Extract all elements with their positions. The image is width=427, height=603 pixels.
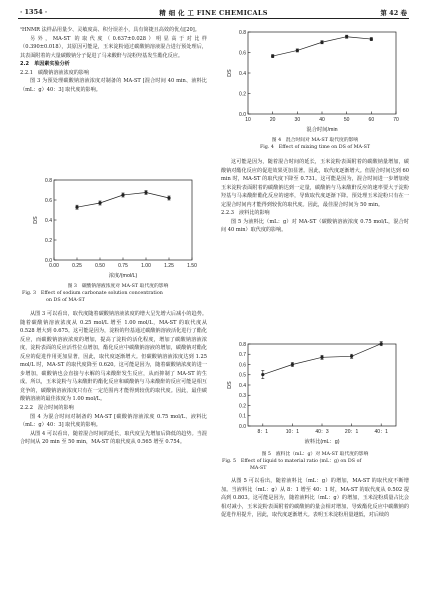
x-tick-label: 1.00: [141, 263, 151, 269]
data-point: [98, 201, 101, 204]
y-tick-label: 0.4: [239, 382, 246, 389]
y-tick-label: 0.8: [45, 177, 52, 184]
data-point: [291, 363, 294, 366]
figure-3-caption-en-2: on DS of MA-ST: [46, 298, 85, 303]
figure-5-caption-en-2: MA-ST: [250, 466, 267, 471]
data-point: [345, 35, 348, 38]
figure-5-caption-en: Fig. 5 Effect of liquid to material ratio (mL：g) on DS of: [222, 459, 362, 464]
figure-3-caption-en: Fig. 3 Effect of sodium carbonate solution concentration: [22, 291, 163, 296]
subsection-heading: 2.2.2 混合时间的影响: [20, 405, 74, 412]
paragraph: 图 4 为混合时间对制备的 MA-ST [碳酸钠溶液浓度 0.75 mol/L、液料比（mL：g）40：3] 取代度的影响。: [20, 413, 207, 429]
figure-4-chart: [224, 26, 404, 136]
right-column-bottom: [221, 477, 409, 520]
paragraph: 图 3 为预处理碳酸钠溶液浓度对制备的 MA-ST [混合时间 40 min、液料比（mL：g）40：3] 取代度的影响。: [20, 78, 207, 93]
x-tick-label: 50: [343, 117, 350, 123]
y-axis-label: DS: [227, 381, 233, 389]
paragraph: 另外，MA-ST 的取代度（0.637±0.028）明显高于对比样（0.390±0.018），其原因可能是，玉米淀粉通过碳酸钠溶液混合进行预处理后，其表面附着的大量碳酸钠分子促进了马来酸酐与淀粉羟基发生酯化反应。: [20, 35, 207, 59]
y-tick-label: 0.8: [239, 341, 246, 348]
y-tick-label: 0.0: [239, 423, 246, 430]
x-tick-label: 40：1: [374, 429, 388, 435]
y-tick-label: 0.6: [45, 197, 52, 204]
figure-4-caption-en: Fig. 4 Effect of mixing time on DS of MA-ST: [259, 145, 371, 150]
plot-frame: [248, 32, 396, 114]
volume-label: 第 42 卷: [380, 9, 407, 17]
data-point: [320, 41, 323, 44]
x-tick-label: 0.00: [49, 263, 59, 269]
x-tick-label: 10: [245, 117, 251, 123]
paragraph: 从图 4 可以看出，随着混合时间的延长，取代度呈先增加后降低的趋势。当混合时间从 20 min 至 50 min，MA-ST 的取代度从 0.565 增至 0.754。: [20, 430, 207, 446]
y-tick-label: 0.3: [239, 393, 246, 400]
data-point: [370, 37, 373, 40]
x-tick-label: 8：1: [257, 429, 269, 435]
data-point: [350, 355, 353, 358]
right-column-middle: [221, 158, 409, 235]
paragraph: 图 5 为液料比（mL：g）对 MA-ST（碳酸钠溶液浓度 0.75 mol/L，混合时间 40 min）取代度的影响。: [221, 218, 409, 234]
x-tick-label: 70: [393, 117, 399, 123]
data-point: [271, 54, 274, 57]
left-column-bottom: [20, 310, 207, 447]
paragraph: ¹HNMR 法样品用量少、灵敏度高、积分误差小，具有简捷且高效的优点[20]。: [20, 27, 200, 33]
x-tick-label: 10：1: [285, 429, 300, 435]
plot-frame: [54, 180, 192, 260]
figure-5-caption-cn: 图 5 液料比（mL：g）对 MA-ST 取代度的影响: [261, 452, 369, 457]
journal-name: 精 细 化 工 FINE CHEMICALS: [159, 9, 268, 17]
x-tick-label: 1.50: [187, 263, 197, 269]
y-tick-label: 0.6: [239, 362, 246, 369]
y-tick-label: 0.2: [45, 237, 52, 244]
data-point: [320, 356, 323, 359]
y-tick-label: 0.0: [45, 257, 52, 264]
data-point: [296, 49, 299, 52]
y-axis-label: DS: [33, 216, 39, 224]
figure-3-chart: [30, 174, 200, 282]
y-tick-label: 0.4: [45, 217, 52, 224]
x-tick-label: 40：3: [315, 429, 329, 435]
section-heading: 2.2 单因素实验分析: [20, 61, 70, 68]
data-point: [75, 206, 78, 209]
y-tick-label: 0.1: [239, 413, 246, 420]
x-axis-label: 液料比(mL：g): [304, 439, 340, 445]
data-point: [144, 191, 147, 194]
y-tick-label: 0.7: [239, 352, 246, 359]
data-point: [261, 373, 264, 376]
figure-4-caption-cn: 图 4 混合时间对 MA-ST 取代度的影响: [271, 138, 359, 143]
x-tick-label: 20：1: [344, 429, 359, 435]
y-axis-label: DS: [227, 69, 233, 77]
header-rule: [18, 18, 409, 19]
x-axis-label: 浓度/(mol/L): [108, 273, 138, 279]
data-point: [121, 193, 124, 196]
x-tick-label: 20: [269, 117, 276, 123]
paragraph: 这可能是因为，随着混合时间的延长，玉米淀粉表面附着的碳酸钠量增加，碳酸钠对酯化反应的促进效果更加显著。因此，取代度逐渐增大。但混合时间达到 60 min 时，MA-ST 的取代度下降至 0.731。这可能是因为，混合时间进一步增加使玉米淀粉表面附着的碳酸钠达到一定量，碳酸钠与马来酸酐反应的速率要大于淀粉羟基与马来酸酐酯化反应的速率，导致取代度逐渐下降。预处理玉米淀粉只有在一定混合时间内才能得到较优的取代度。因此，最佳混合时间为 50 min。: [221, 159, 409, 208]
y-tick-label: 0.2: [239, 403, 246, 410]
data-point: [380, 342, 383, 345]
y-tick-label: 0.2: [239, 91, 246, 98]
data-point: [167, 196, 170, 199]
paragraph: 从图 3 可以看出，取代度随着碳酸钠溶液浓度的增大呈先增大后减小的趋势。随着碳酸钠溶液浓度从 0.25 mol/L 增至 1.00 mol/L，MA-ST 的取代度从 0.528 增大到 0.675。这可能是因为，淀粉的羟基通过碳酸钠溶液活化进行了酯化反应，而碳酸钠溶液浓度的增加，提高了淀粉的活化程度，增加了碳酸钠溶液浓度，淀粉表面的反应活性位点增加，酯化反应中碳酸钠溶液的增加，碳酸钠对酯化反应的促进作用更加显著，因此，取代度逐渐增大。但碳酸钠溶液浓度达到 1.25 mol/L 时，MA-ST 的取代度降至 0.620。这可能是因为，随着碳酸钠浓度的进一步增加，碳酸钠也会直接与水解的马来酸酐发生反应，从而抑制了 MA-ST 的生成。所以，玉米淀粉与马来酸酐的酯化反应和碳酸钠与马来酸酐的反应可能是相互竞争的，碳酸钠溶液浓度只有在一定范围内才能得到较优的取代度。因此，最佳碳酸钠溶液的最佳浓度为 1.00 mol/L。: [20, 311, 207, 403]
x-tick-label: 0.75: [118, 263, 128, 269]
x-tick-label: 0.50: [95, 263, 105, 269]
y-tick-label: 0.4: [239, 70, 246, 77]
y-tick-label: 0.6: [239, 50, 246, 57]
figure-3-caption-cn: 图 3 碳酸钠溶液浓度对 MA-ST 取代度的影响: [67, 284, 169, 289]
x-tick-label: 1.25: [164, 263, 174, 269]
y-tick-label: 0.5: [239, 372, 246, 379]
left-column-top: [20, 26, 207, 94]
y-tick-label: 0.8: [239, 29, 246, 36]
x-tick-label: 40: [319, 117, 325, 123]
x-tick-label: 0.25: [72, 263, 82, 269]
x-tick-label: 30: [294, 117, 301, 123]
series-line: [273, 37, 372, 56]
x-axis-label: 混合时间/min: [306, 127, 338, 133]
y-tick-label: 0.0: [239, 111, 246, 118]
paragraph: 从图 5 可以看出，随着液料比（mL：g）的增加，MA-ST 的取代度不断增加。当液料比（mL：g）从 8：1 增至 40：1 时，MA-ST 的取代度从 0.502 提高到 0.803。这可能是因为，随着液料比（mL：g）的增加，玉米淀粉质量占比会相对减小，玉米淀粉表面附着的碳酸钠的量会相对增加，导致酯化反应中碳酸钠的促进作用提升，因此，取代度逐渐增大。表明玉米淀粉用量越低，对后续的: [221, 478, 409, 519]
x-tick-label: 60: [368, 117, 375, 123]
figure-5-chart: [224, 338, 404, 448]
page-number: · 1354 ·: [20, 8, 48, 16]
subsection-heading: 2.2.1 碳酸钠溶液浓度的影响: [20, 69, 89, 76]
subsection-heading: 2.2.3 液料比的影响: [221, 210, 270, 217]
